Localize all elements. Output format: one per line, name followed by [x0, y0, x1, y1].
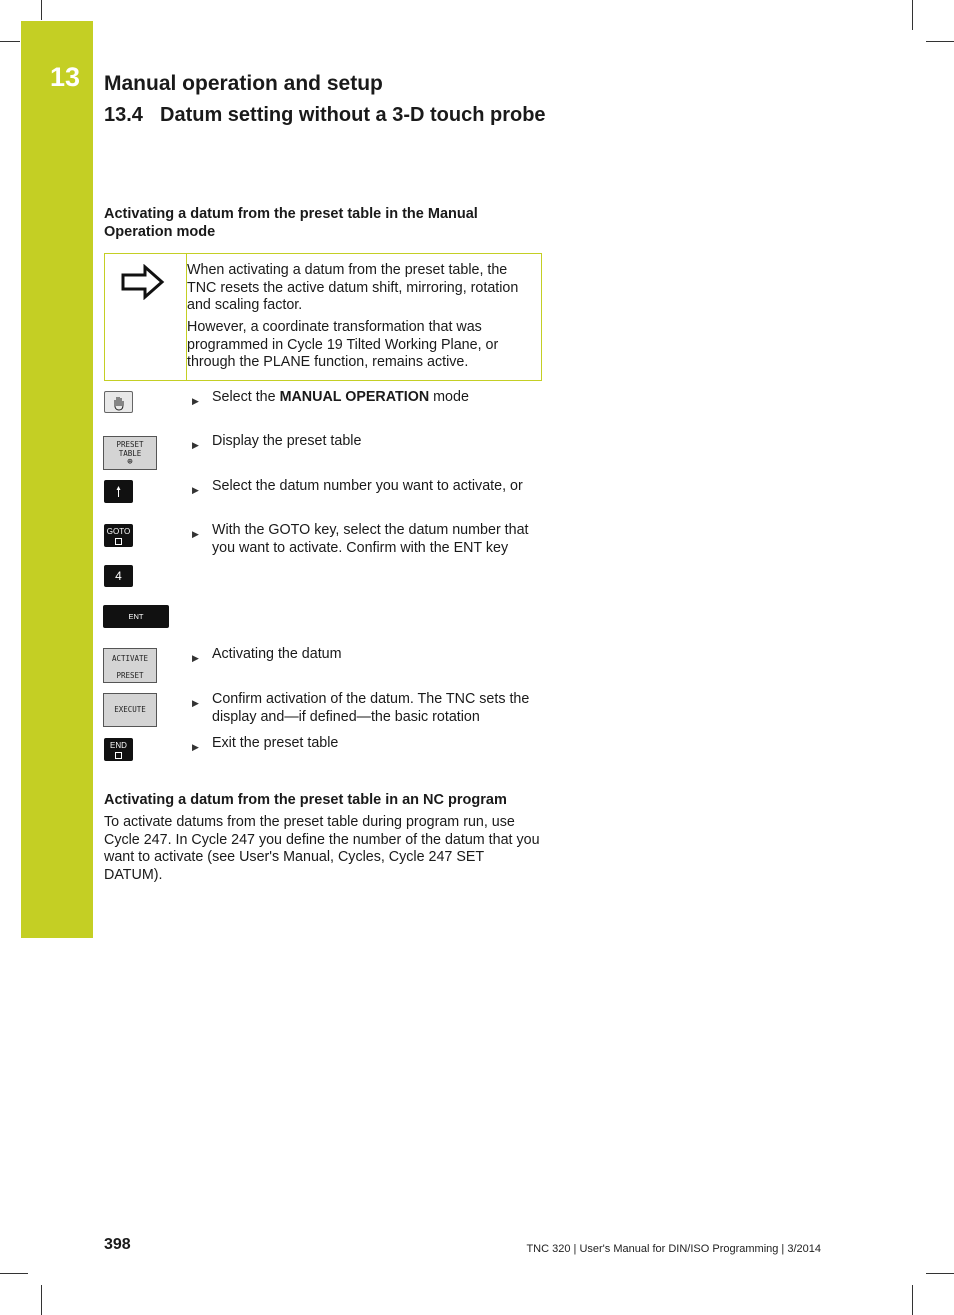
- right-arrow-icon: [121, 264, 165, 300]
- goto-key-icon: [104, 524, 133, 547]
- execute-softkey-icon: EXECUTE: [103, 693, 157, 727]
- bullet-triangle-icon: ▶: [192, 698, 199, 708]
- step-text: [192, 389, 542, 407]
- crop-mark: [912, 0, 913, 30]
- note-box: [104, 253, 542, 381]
- step-text: Activating the datum: [212, 646, 342, 662]
- step-exit-preset-table: [192, 735, 542, 753]
- arrow-up-key-icon: [104, 480, 133, 503]
- square-icon: [115, 538, 122, 545]
- chapter-sidebar: [21, 21, 93, 938]
- step-select-manual-operation: [192, 389, 542, 407]
- activate-label-2: PRESET: [116, 671, 144, 680]
- step-goto-key: [192, 522, 542, 557]
- crosshair-icon: ⊕: [127, 457, 133, 467]
- section-number: 13.4: [104, 104, 143, 126]
- square-icon: [115, 752, 122, 759]
- section-title: [104, 104, 546, 127]
- end-key-icon: [104, 738, 133, 761]
- preset-table-softkey-icon: [103, 436, 157, 470]
- mode-term: MANUAL OPERATION: [279, 389, 430, 405]
- crop-mark: [926, 1273, 954, 1274]
- preset-table-label-2: TABLE: [118, 449, 142, 458]
- crop-mark: [926, 41, 954, 42]
- step-text: Confirm activation of the datum. The TNC sets the display and—if defined—the basic rotation: [212, 691, 530, 725]
- step-select-datum-number: [192, 478, 542, 496]
- step-display-preset-table: [192, 433, 542, 451]
- bullet-triangle-icon: ▶: [192, 396, 199, 406]
- crop-mark: [0, 1273, 28, 1274]
- step-text: Select the datum number you want to activate, or: [212, 478, 523, 494]
- heading-nc-program: Activating a datum from the preset table in an NC program: [104, 792, 507, 808]
- ent-key-icon: ENT: [103, 605, 169, 628]
- chapter-title: Manual operation and setup: [104, 72, 383, 95]
- crop-mark: [41, 1285, 42, 1315]
- footer-text: TNC 320 | User's Manual for DIN/ISO Programming | 3/2014: [526, 1243, 821, 1255]
- note-paragraph-1: When activating a datum from the preset table, the TNC resets the active datum shift, mirroring, rotation and scaling factor.: [187, 262, 519, 313]
- page-number: 398: [104, 1236, 131, 1253]
- preset-table-label-1: PRESET: [116, 440, 144, 449]
- crop-mark: [0, 41, 20, 42]
- body-paragraph: To activate datums from the preset table during program run, use Cycle 247. In Cycle 247 you define the number of the datum that you want to activate (see User's Manual, Cycles, Cycle 247 SET DATUM).: [104, 814, 540, 883]
- chapter-number: 13: [50, 62, 81, 92]
- crop-mark: [912, 1285, 913, 1315]
- step-confirm-activation: [192, 691, 542, 726]
- step-text: Exit the preset table: [212, 735, 339, 751]
- bullet-triangle-icon: ▶: [192, 440, 199, 450]
- end-key-label: END: [110, 741, 127, 750]
- step-text: Display the preset table: [212, 433, 362, 449]
- step-text-part: mode: [429, 389, 469, 405]
- heading-manual-operation: Activating a datum from the preset table in the Manual Operation mode: [104, 206, 478, 240]
- bullet-triangle-icon: ▶: [192, 742, 199, 752]
- bullet-triangle-icon: ▶: [192, 529, 199, 539]
- crop-mark: [41, 0, 42, 20]
- arrow-up-icon: [104, 480, 133, 503]
- hand-icon: [105, 392, 132, 412]
- bullet-triangle-icon: ▶: [192, 653, 199, 663]
- step-text: With the GOTO key, select the datum number that you want to activate. Confirm with the ENT key: [212, 522, 529, 556]
- step-activating-datum: [192, 646, 542, 664]
- section-title-text: Datum setting without a 3-D touch probe: [160, 104, 546, 126]
- note-paragraph-2: However, a coordinate transformation that was programmed in Cycle 19 Tilted Working Plane, or through the PLANE function, remains active.: [187, 319, 499, 370]
- activate-preset-softkey-icon: [103, 648, 157, 683]
- step-text-part: Select the: [212, 389, 280, 405]
- goto-key-label: GOTO: [106, 527, 131, 536]
- manual-operation-key-icon: [104, 391, 133, 413]
- activate-label-1: ACTIVATE: [111, 654, 149, 663]
- bullet-triangle-icon: ▶: [192, 485, 199, 495]
- number-4-key-icon: 4: [104, 565, 133, 587]
